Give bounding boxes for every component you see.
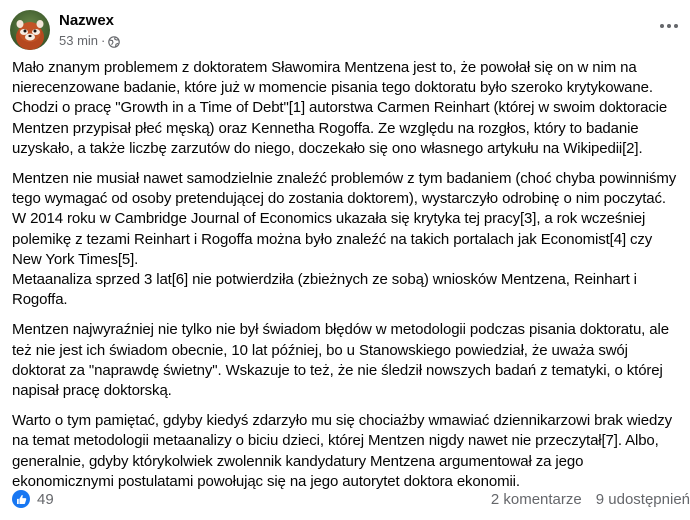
reaction-count[interactable]: 49 [37,490,54,508]
post-paragraph-3: Mentzen najwyraźniej nie tylko nie był świadom błędów w metodologii podczas pisania doktoratu, ale też nie jest ich świadom obecnie, 10 lat później, bo u Stanowskiego powiedział, że uważa swój doktorat za "naprawdę świetny". Wskazuje to też, że nie śledził nowszych badań z tematyki, o której napisał pracę doktorską. [12,321,669,400]
author-name[interactable]: Nazwex [59,12,115,29]
shares-count-link[interactable]: 9 udostępnień [595,490,690,508]
comments-count-link[interactable]: 2 komentarze [490,490,582,508]
post-body [12,58,684,502]
post-paragraph-1: Mało znanym problemem z doktoratem Sławomira Mentzena jest to, że powołał się on w nim na nierecenzowane badanie, które już w momencie pisania tego doktoratu było szeroko krytykowane. Chodzi o pracę "Growth in a Time of Debt"[1] autorstwa Carmen Reinhart (której w swoim doktoracie Mentzen przypisał płeć męską) oraz Kennetha Rogoffa. Ze względu na rozgłos, który to badanie uzyskało, a także liczbę zarzutów do niego, doczekało się ono własnego artykułu na Wikipedii[2]. [12,59,668,157]
thumbs-up-icon[interactable] [12,490,30,508]
post-header [10,8,120,52]
more-options-button[interactable] [656,16,682,36]
post-footer [12,486,690,512]
post-timestamp[interactable]: 53 min [59,33,99,48]
engagement-stats [491,491,690,508]
globe-icon[interactable] [108,35,120,47]
meta-separator: · [101,33,106,48]
red-panda-avatar-icon [10,10,50,50]
post-paragraph-4: Warto o tym pamiętać, gdyby kiedyś zdarzyło mu się chociażby wmawiać dziennikarzowi brak wiedzy na temat metodologii metaanalizy o biciu dzieci, której Mentzen nigdy nawet nie przeczytał[7]. Albo, generalnie, gdyby którykolwiek zwolennik kandydatury Mentzena argumentował za jego ekonomicznymi postulatami powołując się na jego autorytet doktora ekonomii. [12,412,672,490]
post-meta [59,32,120,49]
post-paragraph-2-continuation: Metaanaliza sprzed 3 lat[6] nie potwierdziła (zbieżnych ze sobą) wniosków Mentzena, Reinhart i Rogoffa. [12,271,637,309]
avatar[interactable] [10,10,50,50]
author-block [59,11,120,49]
more-horizontal-icon [659,23,679,29]
post-paragraph-2-text: Mentzen nie musiał nawet samodzielnie znaleźć problemów z tym badaniem (choć chyba powinniśmy tego wymagać od osoby pretendującej do zostania doktorem), wystarczyło odrobinę o nim poczytać. W 2014 roku w Cambridge Journal of Economics ukazała się krytyka tej pracy[3], a rok wcześniej polemikę z tezami Reinhart i Rogoffa można było znaleźć na takich portalach jak Economist[4] czy New York Times[5]. [12,170,677,268]
post-paragraph-2 [12,169,684,310]
